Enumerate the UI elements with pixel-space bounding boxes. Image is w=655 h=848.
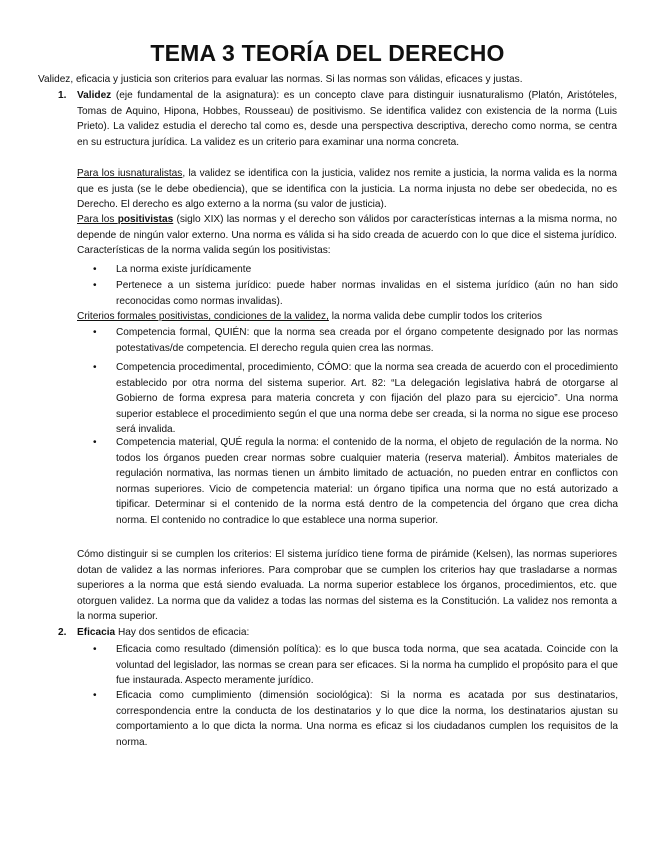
positivistas-label [77, 214, 173, 225]
eficacia-heading: Eficacia [77, 627, 116, 638]
eficacia-text: Hay dos sentidos de eficacia: [115, 627, 250, 638]
bullet: • [93, 327, 97, 338]
list-item-text: Pertenece a un sistema jurídico: puede haber normas invalidas en el sistema jurídico (aún no han sido reconocidas como normas invalidas). [116, 280, 618, 307]
iusnaturalistas-paragraph [77, 166, 617, 213]
validez-paragraph [77, 88, 617, 150]
iusnaturalistas-text: , la validez se identifica con la justicia, validez nos remite a justicia, la norma valida es la norma que es justa (se le debe obediencia), que se identifica con la justicia. La norma injusta no debe ser obedecida, no es Derecho. El derecho es algo externo a la norma (su valor de justicia). [77, 168, 617, 210]
validez-heading: Validez [77, 90, 112, 101]
bullet: • [93, 690, 97, 701]
list-item-text: Competencia formal, QUIÉN: que la norma sea creada por el órgano competente designado por las normas potestativas/de competencia. El derecho regula quien crea las normas. [116, 327, 618, 354]
bullet: • [93, 362, 97, 373]
positivistas-label-bold: positivistas [117, 214, 174, 225]
positivistas-label-pre: Para los [77, 214, 118, 225]
positivistas-paragraph [77, 212, 617, 259]
criterios-label: Criterios formales positivistas, condiciones de la validez, [77, 311, 329, 322]
section-number: 1. [58, 90, 67, 101]
bullet: • [93, 437, 97, 448]
section-number: 2. [58, 627, 67, 638]
list-item-text: Competencia procedimental, procedimiento, CÓMO: que la norma sea creada de acuerdo con el procedimiento establecido por otra norma del sistema superior. Art. 82: “La delegación legislativa habrá de otorgarse al Gobierno de forma expresa para materia concreta y con fijación del plazo para su ejercicio”. Una norma superior establece el procedimiento según el que una norma debe ser creada, si la norma no sigue ese proceso será invalida. [116, 362, 618, 435]
iusnaturalistas-label: Para los iusnaturalistas [77, 168, 183, 179]
page-title: TEMA 3 TEORÍA DEL DERECHO [150, 40, 505, 66]
bullet: • [93, 264, 97, 275]
list-item-text: Eficacia como cumplimiento (dimensión sociológica): Si la norma es acatada por sus destinatarios, correspondencia entre la conducta de los destinatarios y lo que dice la norma, los destinatarios ajustan su comportamiento a lo que dicta la norma. Una norma es eficaz si los ciudadanos cumplen los requisitos de la norma. [116, 690, 618, 748]
closing-paragraph: Cómo distinguir si se cumplen los criterios: El sistema jurídico tiene forma de pirámide (Kelsen), las normas superiores dotan de validez a las normas inferiores. Para comprobar que se cumplen los criterios hay que trasladarse a normas superiores a la norma que está siendo evaluada. La norma superior establece los órganos, procedimientos, etc. que otorguen validez. La norma que da validez a todas las normas del sistema es la Constitución. La validez nos remonta a la norma superior. [77, 549, 617, 622]
bullet: • [93, 280, 97, 291]
list-item-text: Competencia material, QUÉ regula la norma: el contenido de la norma, el objeto de regulación de la norma. No todos los órganos pueden crear normas sobre cualquier materia (reserva material). Ámbitos materiales de regulación normativa, las normas tienen un ámbito limitado de actuación, no pueden entrar en conflictos con normas superiores. Vicio de competencia material: un órgano tipifica una norma que no está autorizado a tipificar. Determinar si el contenido de la norma está dentro de la competencia del órgano que crea dicha norma. El contenido no contradice lo que establece una norma superior. [116, 437, 618, 526]
list-item-text: Eficacia como resultado (dimensión política): es lo que busca toda norma, que sea acatada. Coincide con la voluntad del legislador, las normas se crean para ser eficaces. Si la norma ha cumplido el propósito para el que fue instaurada. Aspecto meramente jurídico. [116, 644, 618, 686]
list-item-text: La norma existe jurídicamente [116, 264, 252, 275]
bullet: • [93, 644, 97, 655]
intro-paragraph: Validez, eficacia y justicia son criterios para evaluar las normas. Si las normas son válidas, eficaces y justas. [38, 74, 523, 85]
criterios-text: la norma valida debe cumplir todos los criterios [328, 311, 543, 322]
criterios-paragraph [77, 309, 617, 325]
validez-text: (eje fundamental de la asignatura): es un concepto clave para distinguir iusnaturalismo (Platón, Aristóteles, Tomas de Aquino, Hipona, Hobbes, Rousseau) de positivismo. Se identifica validez con existencia de la norma (Luis Prieto). La validez estudia el derecho tal como es, desde una perspectiva descriptiva, derecho como norma, se centra en su estructura jurídica. La validez es un criterio para examinar una norma concreta. [77, 90, 617, 148]
eficacia-paragraph [77, 625, 617, 641]
positivistas-text: (siglo XIX) las normas y el derecho son válidos por características internas a la misma norma, no depende de ningún valor externo. Una norma es válida si ha sido creada de acuerdo con lo que dice el sistema jurídico. Características de la norma valida según los positivistas: [77, 214, 617, 256]
